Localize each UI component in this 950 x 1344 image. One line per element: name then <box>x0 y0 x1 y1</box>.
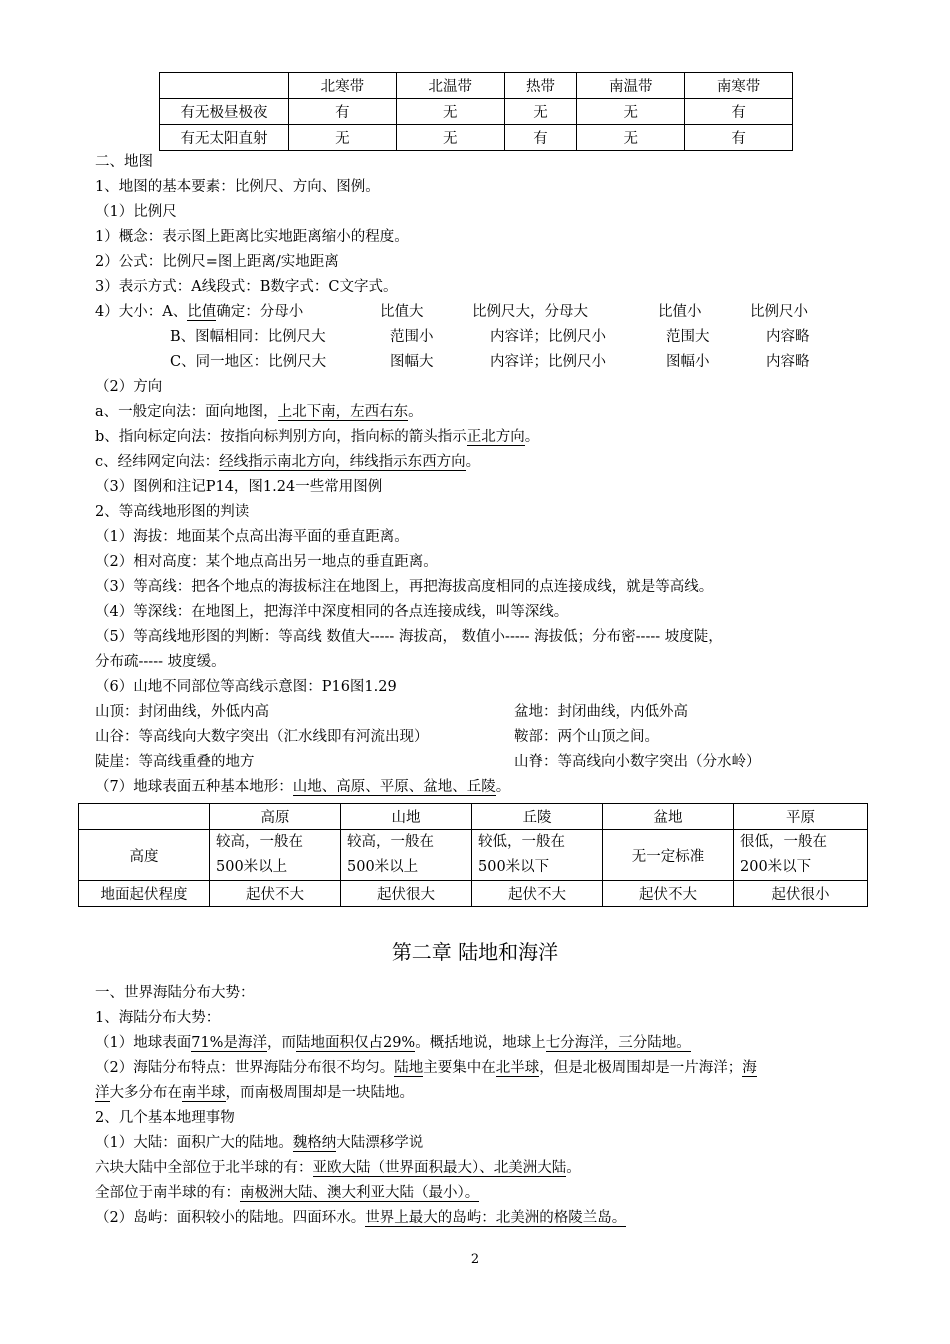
table-header: 高原 <box>210 804 341 830</box>
underlined-text: 山地、高原、平原、盆地、丘陵 <box>292 779 496 795</box>
paragraph <box>95 400 423 425</box>
landform-left: 陡崖：等高线重叠的地方 <box>95 754 255 770</box>
text: 内容略 <box>766 329 810 345</box>
paragraph <box>95 1131 423 1156</box>
table-cell: 无 <box>396 99 504 125</box>
table-cell <box>210 830 341 881</box>
text: a、一般定向法：面向地图， <box>95 404 278 420</box>
text: 内容详；比例尺小 <box>490 329 606 345</box>
table-cell <box>734 830 868 881</box>
text: 比值小 <box>658 304 702 320</box>
table-cell: 无一定标准 <box>603 830 734 881</box>
text: 比例尺大，分母大 <box>472 304 588 320</box>
cell-line: 500米以下 <box>478 859 550 875</box>
underlined-text: 比值 <box>187 304 217 320</box>
paragraph: （1）比例尺 <box>95 204 177 220</box>
table-cell: 无 <box>396 125 504 151</box>
paragraph <box>95 425 539 450</box>
cell-line: 较低，一般在 <box>478 834 565 850</box>
underlined-text: 正北方向 <box>466 429 525 445</box>
paragraph: （2）相对高度：某个地点高出另一地点的垂直距离。 <box>95 554 438 570</box>
paragraph: （1）海拔：地面某个点高出海平面的垂直距离。 <box>95 529 409 545</box>
paragraph: 一、世界海陆分布大势： <box>95 985 255 1001</box>
paragraph: 分布疏----- 坡度缓。 <box>95 654 226 670</box>
text: ，而南极周围却是一块陆地。 <box>225 1085 414 1101</box>
table-cell: 有 <box>685 99 793 125</box>
table-header-row <box>79 804 868 830</box>
text: 。 <box>495 779 511 795</box>
paragraph <box>95 1206 626 1231</box>
landform-left: 山谷：等高线向大数字突出（汇水线即有河流出现） <box>95 729 429 745</box>
table-cell: 起伏很小 <box>734 881 868 907</box>
paragraph <box>95 1156 581 1181</box>
size-row-a <box>95 300 303 325</box>
landform-right: 山脊：等高线向小数字突出（分水岭） <box>514 754 761 770</box>
text: 主要集中在 <box>423 1060 496 1076</box>
paragraph: 1、海陆分布大势： <box>95 1010 221 1026</box>
table-header: 北温带 <box>396 73 504 99</box>
text: （1）地球表面 <box>95 1035 192 1051</box>
paragraph <box>95 1056 757 1081</box>
text: 确定：分母小 <box>216 304 304 320</box>
underlined-text: 魏格纳 <box>292 1135 337 1151</box>
underlined-text: 亚欧大陆（世界面积最大）、北美洲大陆 <box>312 1160 567 1176</box>
table-header: 平原 <box>734 804 868 830</box>
landform-right: 盆地：封闭曲线，内低外高 <box>514 704 688 720</box>
underlined-text: 七分海洋，三分陆地。 <box>545 1035 691 1051</box>
landform-right: 鞍部：两个山顶之间。 <box>514 729 659 745</box>
text: b、指向标定向法：按指向标判别方向，指向标的箭头指示 <box>95 429 467 445</box>
cell-line: 较高，一般在 <box>347 834 434 850</box>
table-header: 山地 <box>341 804 472 830</box>
table-cell: 无 <box>577 125 685 151</box>
table-cell: 有 <box>504 125 577 151</box>
paragraph: （5）等高线地形图的判断：等高线 数值大----- 海拔高， 数值小----- 海拔低；分布密----- 坡度陡， <box>95 629 723 645</box>
underlined-text: 经线指示南北方向，纬线指示东西方向 <box>219 454 466 470</box>
text: 比例尺小 <box>750 304 808 320</box>
cell-line: 很低，一般在 <box>740 834 827 850</box>
paragraph: （3）等高线：把各个地点的海拔标注在地图上，再把海拔高度相同的点连接成线，就是等高线。 <box>95 579 714 595</box>
underlined-text: 北半球 <box>495 1060 540 1076</box>
table-cell: 起伏很大 <box>341 881 472 907</box>
paragraph <box>95 1031 691 1056</box>
text: 图幅大 <box>390 354 434 370</box>
table-header: 盆地 <box>603 804 734 830</box>
text: 范围大 <box>666 329 710 345</box>
chapter-title: 第二章 陆地和海洋 <box>391 940 559 964</box>
table-cell: 起伏不大 <box>472 881 603 907</box>
text: 4）大小：A、 <box>95 304 188 320</box>
paragraph <box>95 1081 414 1106</box>
paragraph: （4）等深线：在地图上，把海洋中深度相同的各点连接成线，叫等深线。 <box>95 604 569 620</box>
table-cell <box>472 830 603 881</box>
table-cell: 有 <box>685 125 793 151</box>
table-cell: 起伏不大 <box>210 881 341 907</box>
underlined-text: 南半球 <box>182 1085 226 1101</box>
text: 大多分布在 <box>109 1085 182 1101</box>
cell-line: 较高，一般在 <box>216 834 303 850</box>
table-cell: 有 <box>289 99 397 125</box>
text: ，但是北极周围却是一片海洋； <box>539 1060 743 1076</box>
text: c、经纬网定向法： <box>95 454 220 470</box>
page-number: 2 <box>470 1252 480 1267</box>
table-header: 南寒带 <box>685 73 793 99</box>
underlined-text: 陆地 <box>394 1060 424 1076</box>
paragraph: 3）表示方式：A线段式：B数字式：C文字式。 <box>95 279 398 295</box>
text: B、图幅相同：比例尺大 <box>170 329 326 345</box>
climate-zone-table <box>159 72 793 151</box>
text: 。 <box>408 404 423 420</box>
table-cell: 有无极昼极夜 <box>160 99 289 125</box>
text: 六块大陆中全部位于北半球的有： <box>95 1160 313 1176</box>
table-header: 热带 <box>504 73 577 99</box>
text: 。 <box>465 454 481 470</box>
table-cell: 无 <box>289 125 397 151</box>
table-cell: 有无太阳直射 <box>160 125 289 151</box>
underlined-text: 71%是海洋 <box>191 1035 267 1051</box>
table-header: 北寒带 <box>289 73 397 99</box>
text: （2）海陆分布特点：世界海陆分布很不均匀。 <box>95 1060 395 1076</box>
paragraph <box>95 775 510 800</box>
table-cell: 地面起伏程度 <box>79 881 210 907</box>
text: 范围小 <box>390 329 434 345</box>
paragraph <box>95 1181 479 1206</box>
table-cell: 高度 <box>79 830 210 881</box>
table-row <box>160 125 793 151</box>
text: （2）岛屿：面积较小的陆地。四面环水。 <box>95 1210 366 1226</box>
table-header: 南温带 <box>577 73 685 99</box>
text: C、同一地区：比例尺大 <box>170 354 327 370</box>
table-row <box>79 881 868 907</box>
paragraph: 1、地图的基本要素：比例尺、方向、图例。 <box>95 179 380 195</box>
text: 全部位于南半球的有： <box>95 1185 240 1201</box>
table-row <box>79 830 868 881</box>
text: 内容详；比例尺小 <box>490 354 606 370</box>
cell-line: 500米以上 <box>347 859 419 875</box>
underlined-text: 世界上最大的岛屿：北美洲的格陵兰岛。 <box>365 1210 627 1226</box>
table-cell: 无 <box>504 99 577 125</box>
text: 。 <box>566 1160 581 1176</box>
table-cell: 无 <box>577 99 685 125</box>
landform-table <box>78 803 868 907</box>
underlined-text: 南极洲大陆、澳大利亚大陆（最小）。 <box>240 1185 480 1201</box>
table-cell: 起伏不大 <box>603 881 734 907</box>
underlined-text: 陆地面积仅占29% <box>295 1035 416 1051</box>
text: 图幅小 <box>666 354 710 370</box>
table-cell <box>79 804 210 830</box>
table-cell <box>160 73 289 99</box>
section-heading: 二、地图 <box>95 154 153 170</box>
text: 大陆漂移学说 <box>336 1135 424 1151</box>
table-header-row <box>160 73 793 99</box>
paragraph: （6）山地不同部位等高线示意图：P16图1.29 <box>95 679 397 695</box>
text: 。概括地说，地球上 <box>415 1035 546 1051</box>
underlined-text: 海 <box>742 1060 757 1076</box>
paragraph: （2）方向 <box>95 379 163 395</box>
paragraph <box>95 450 480 475</box>
table-row <box>160 99 793 125</box>
table-header: 丘陵 <box>472 804 603 830</box>
underlined-text: 洋 <box>95 1085 110 1101</box>
paragraph: 2）公式：比例尺=图上距离/实地距离 <box>95 254 339 270</box>
underlined-text: 上北下南，左西右东 <box>277 404 409 420</box>
paragraph: 2、几个基本地理事物 <box>95 1110 235 1126</box>
text: 内容略 <box>766 354 810 370</box>
paragraph: 2、等高线地形图的判读 <box>95 504 250 520</box>
paragraph: （3）图例和注记P14，图1.24一些常用图例 <box>95 479 383 495</box>
landform-left: 山顶：封闭曲线，外低内高 <box>95 704 269 720</box>
text: ，而 <box>266 1035 296 1051</box>
cell-line: 200米以下 <box>740 859 812 875</box>
paragraph: 1）概念：表示图上距离比实地距离缩小的程度。 <box>95 229 409 245</box>
text: （1）大陆：面积广大的陆地。 <box>95 1135 293 1151</box>
cell-line: 500米以上 <box>216 859 288 875</box>
text: 比值大 <box>380 304 424 320</box>
table-cell <box>341 830 472 881</box>
text: （7）地球表面五种基本地形： <box>95 779 293 795</box>
text: 。 <box>524 429 540 445</box>
